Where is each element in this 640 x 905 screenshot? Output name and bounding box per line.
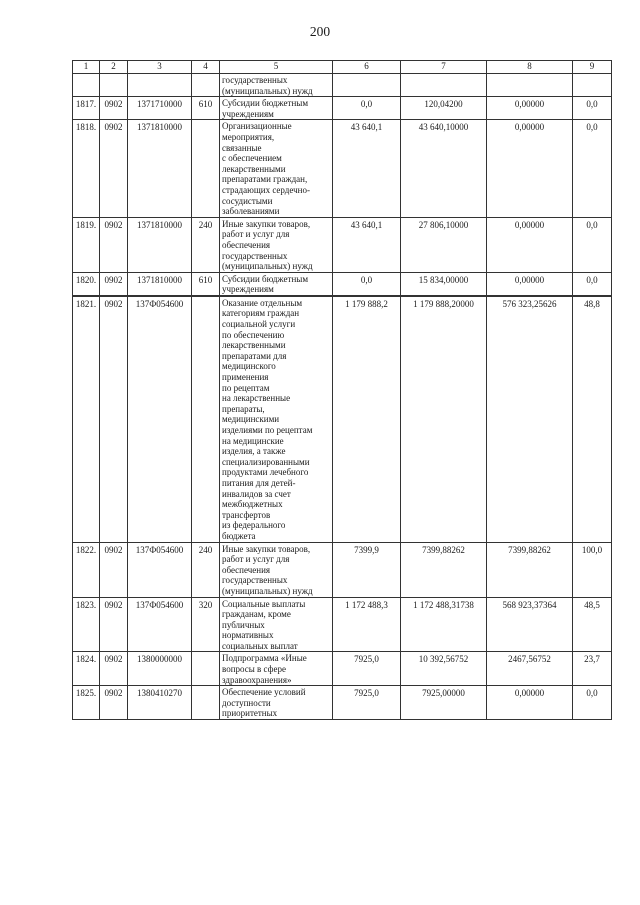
column-header: 7 — [401, 61, 487, 74]
amount-refined-cell: 7925,00000 — [401, 686, 487, 720]
row-number-cell — [73, 74, 100, 97]
page-number: 200 — [309, 24, 331, 39]
column-header: 9 — [573, 61, 612, 74]
row-number-cell: 1825. — [73, 686, 100, 720]
percent-executed-cell: 100,0 — [573, 542, 612, 597]
expense-type-cell: 240 — [192, 542, 220, 597]
column-header: 8 — [487, 61, 573, 74]
target-code-cell: 1380410270 — [128, 686, 192, 720]
section-code-cell: 0902 — [100, 686, 128, 720]
amount-planned-cell: 7925,0 — [333, 686, 401, 720]
column-header: 5 — [220, 61, 333, 74]
amount-planned-cell — [333, 74, 401, 97]
percent-executed-cell: 0,0 — [573, 120, 612, 217]
column-header: 6 — [333, 61, 401, 74]
section-code-cell: 0902 — [100, 542, 128, 597]
expense-type-cell: 320 — [192, 597, 220, 652]
table-row — [73, 74, 612, 97]
amount-executed-cell: 576 323,25626 — [487, 296, 573, 542]
expense-type-cell — [192, 120, 220, 217]
target-code-cell: 1371810000 — [128, 217, 192, 272]
target-code-cell: 1380000000 — [128, 652, 192, 686]
amount-executed-cell — [487, 74, 573, 97]
table-row — [73, 652, 612, 686]
section-code-cell: 0902 — [100, 597, 128, 652]
amount-executed-cell: 7399,88262 — [487, 542, 573, 597]
amount-refined-cell: 7399,88262 — [401, 542, 487, 597]
table-row — [73, 542, 612, 597]
target-code-cell: 137Ф054600 — [128, 542, 192, 597]
section-code-cell: 0902 — [100, 217, 128, 272]
amount-executed-cell: 0,00000 — [487, 272, 573, 296]
section-code-cell: 0902 — [100, 652, 128, 686]
table-row — [73, 296, 612, 542]
table-row — [73, 217, 612, 272]
table-row — [73, 97, 612, 120]
expense-type-cell — [192, 74, 220, 97]
description-cell: Субсидии бюджетным учреждениям — [220, 272, 333, 296]
description-cell: государственных (муниципальных) нужд — [220, 74, 333, 97]
percent-executed-cell: 0,0 — [573, 686, 612, 720]
row-number-cell: 1821. — [73, 296, 100, 542]
amount-planned-cell: 0,0 — [333, 97, 401, 120]
amount-refined-cell: 10 392,56752 — [401, 652, 487, 686]
section-code-cell: 0902 — [100, 296, 128, 542]
percent-executed-cell: 23,7 — [573, 652, 612, 686]
section-code-cell — [100, 74, 128, 97]
amount-planned-cell: 1 172 488,3 — [333, 597, 401, 652]
amount-refined-cell: 1 179 888,20000 — [401, 296, 487, 542]
row-number-cell: 1822. — [73, 542, 100, 597]
expense-type-cell — [192, 652, 220, 686]
amount-executed-cell: 0,00000 — [487, 97, 573, 120]
amount-executed-cell: 0,00000 — [487, 686, 573, 720]
table-row — [73, 120, 612, 217]
row-number-cell: 1817. — [73, 97, 100, 120]
amount-refined-cell — [401, 74, 487, 97]
section-code-cell: 0902 — [100, 272, 128, 296]
row-number-cell: 1824. — [73, 652, 100, 686]
row-number-cell: 1820. — [73, 272, 100, 296]
expense-type-cell: 610 — [192, 97, 220, 120]
description-cell: Иные закупки товаров, работ и услуг для обеспечения государственных (муниципальных) нужд — [220, 217, 333, 272]
percent-executed-cell: 0,0 — [573, 97, 612, 120]
expense-type-cell: 240 — [192, 217, 220, 272]
amount-executed-cell: 568 923,37364 — [487, 597, 573, 652]
amount-planned-cell: 0,0 — [333, 272, 401, 296]
target-code-cell: 1371810000 — [128, 272, 192, 296]
percent-executed-cell: 48,5 — [573, 597, 612, 652]
percent-executed-cell — [573, 74, 612, 97]
target-code-cell — [128, 74, 192, 97]
amount-refined-cell: 120,04200 — [401, 97, 487, 120]
row-number-cell: 1819. — [73, 217, 100, 272]
expense-type-cell — [192, 296, 220, 542]
table-row — [73, 686, 612, 720]
column-header: 3 — [128, 61, 192, 74]
percent-executed-cell: 0,0 — [573, 272, 612, 296]
target-code-cell: 137Ф054600 — [128, 296, 192, 542]
description-cell: Субсидии бюджетным учреждениям — [220, 97, 333, 120]
amount-planned-cell: 7925,0 — [333, 652, 401, 686]
amount-refined-cell: 43 640,10000 — [401, 120, 487, 217]
row-number-cell: 1823. — [73, 597, 100, 652]
amount-planned-cell: 1 179 888,2 — [333, 296, 401, 542]
description-cell: Оказание отдельным категориям граждан социальной услуги по обеспечению лекарственными препаратами для медицинского применения по рецептам на лекарственные препараты, медицинскими изделиями по рецептам на медицинские изделия, а также специализированными продуктами лечебного питания для детей- инвалидов за счет межбюджетных трансфертов из федерального бюджета — [220, 296, 333, 542]
section-code-cell: 0902 — [100, 97, 128, 120]
table-row — [73, 597, 612, 652]
target-code-cell: 1371710000 — [128, 97, 192, 120]
amount-planned-cell: 7399,9 — [333, 542, 401, 597]
expense-type-cell — [192, 686, 220, 720]
description-cell: Социальные выплаты гражданам, кроме публичных нормативных социальных выплат — [220, 597, 333, 652]
budget-table — [72, 60, 612, 720]
description-cell: Обеспечение условий доступности приоритетных — [220, 686, 333, 720]
amount-executed-cell: 2467,56752 — [487, 652, 573, 686]
description-cell: Иные закупки товаров, работ и услуг для обеспечения государственных (муниципальных) нужд — [220, 542, 333, 597]
header-row — [73, 61, 612, 74]
description-cell: Подпрограмма «Иные вопросы в сфере здравоохранения» — [220, 652, 333, 686]
row-number-cell: 1818. — [73, 120, 100, 217]
table-row — [73, 272, 612, 296]
column-header: 2 — [100, 61, 128, 74]
amount-executed-cell: 0,00000 — [487, 120, 573, 217]
percent-executed-cell: 48,8 — [573, 296, 612, 542]
amount-executed-cell: 0,00000 — [487, 217, 573, 272]
target-code-cell: 137Ф054600 — [128, 597, 192, 652]
column-header: 4 — [192, 61, 220, 74]
target-code-cell: 1371810000 — [128, 120, 192, 217]
amount-planned-cell: 43 640,1 — [333, 217, 401, 272]
percent-executed-cell: 0,0 — [573, 217, 612, 272]
column-header: 1 — [73, 61, 100, 74]
amount-refined-cell: 1 172 488,31738 — [401, 597, 487, 652]
description-cell: Организационные мероприятия, связанные с обеспечением лекарственными препаратами граждан, страдающих сердечно- сосудистыми заболеваниями — [220, 120, 333, 217]
section-code-cell: 0902 — [100, 120, 128, 217]
amount-planned-cell: 43 640,1 — [333, 120, 401, 217]
amount-refined-cell: 15 834,00000 — [401, 272, 487, 296]
amount-refined-cell: 27 806,10000 — [401, 217, 487, 272]
expense-type-cell: 610 — [192, 272, 220, 296]
